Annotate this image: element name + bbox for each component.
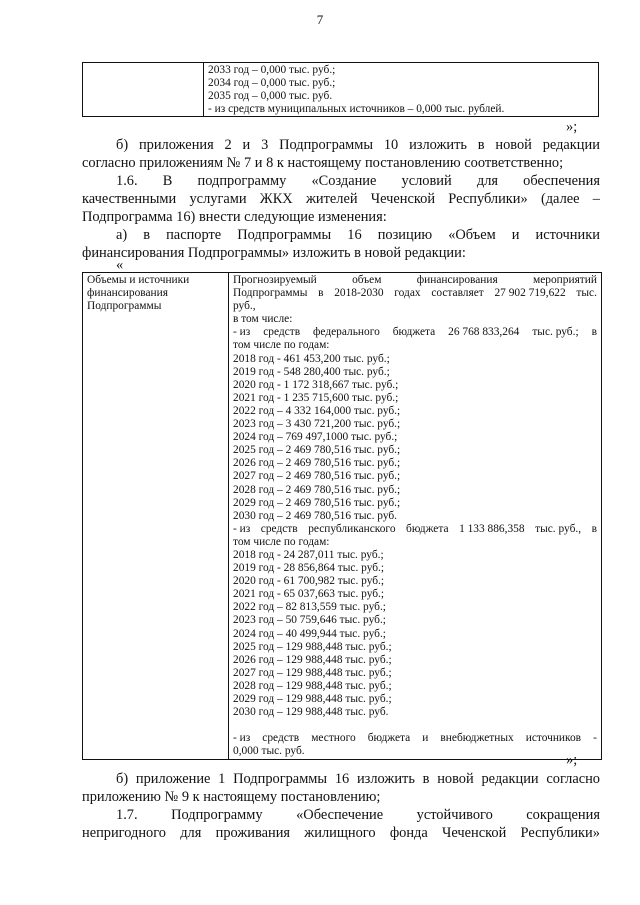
federal-year-line: 2024 год – 769 497,1000 тыс. руб.; bbox=[233, 431, 398, 444]
funding-line: в том числе: bbox=[233, 313, 293, 326]
closing-quote: »; bbox=[566, 752, 578, 768]
funding-line: том числе по годам: bbox=[233, 339, 330, 352]
funding-label-line: Подпрограммы bbox=[87, 300, 162, 313]
federal-year-line: 2019 год - 548 280,400 тыс. руб.; bbox=[233, 365, 390, 378]
paragraph-line: согласно приложениям № 7 и 8 к настоящему постановлению соответственно; bbox=[82, 155, 564, 171]
funding-line: Прогнозируемый объем финансирования мероприятий bbox=[233, 274, 597, 286]
paragraph-line: а) в паспорте Подпрограммы 16 позицию «Объем и источники bbox=[116, 227, 600, 243]
federal-year-line: 2027 год – 2 469 780,516 тыс. руб.; bbox=[233, 470, 401, 483]
top-table-line: 2035 год – 0,000 тыс. руб. bbox=[208, 90, 333, 103]
funding-line: том числе по годам: bbox=[233, 535, 330, 548]
federal-year-line: 2022 год – 4 332 164,000 тыс. руб.; bbox=[233, 404, 401, 417]
local-budget-line: - из средств местного бюджета и внебюджетных источников - bbox=[233, 732, 597, 745]
funding-line: Подпрограммы в 2018-2030 годах составляет 27 902 719,622 тыс. bbox=[233, 287, 597, 300]
paragraph-line: качественными услугами ЖКХ жителей Чеченской Республики» (далее – bbox=[82, 191, 600, 207]
page-number: 7 bbox=[316, 12, 324, 27]
top-table-left-cell bbox=[83, 63, 204, 117]
top-table-line: 2034 год – 0,000 тыс. руб.; bbox=[208, 77, 336, 90]
paragraph-line: финансирования Подпрограммы» изложить в новой редакции: bbox=[82, 245, 466, 261]
federal-year-line: 2025 год – 2 469 780,516 тыс. руб.; bbox=[233, 444, 401, 457]
paragraph-line: б) приложения 2 и 3 Подпрограммы 10 изложить в новой редакции bbox=[116, 137, 600, 153]
federal-year-line: 2020 год - 1 172 318,667 тыс. руб.; bbox=[233, 378, 399, 391]
federal-year-line: 2023 год – 3 430 721,200 тыс. руб.; bbox=[233, 418, 401, 431]
funding-label-line: Объемы и источники bbox=[87, 274, 190, 286]
republican-year-line: 2027 год – 129 988,448 тыс. руб.; bbox=[233, 666, 392, 679]
paragraph-line: Подпрограмма 16) внести следующие изменения: bbox=[82, 209, 387, 225]
federal-year-line: 2018 год - 461 453,200 тыс. руб.; bbox=[233, 352, 390, 365]
federal-year-line: 2028 год – 2 469 780,516 тыс. руб.; bbox=[233, 483, 401, 496]
republican-year-line: 2024 год – 40 499,944 тыс. руб.; bbox=[233, 627, 386, 640]
funding-line: руб., bbox=[233, 300, 256, 313]
top-table-line: 2033 год – 0,000 тыс. руб.; bbox=[208, 64, 336, 76]
republican-year-line: 2030 год – 129 988,448 тыс. руб. bbox=[233, 706, 389, 719]
republican-year-line: 2018 год - 24 287,011 тыс. руб.; bbox=[233, 548, 384, 561]
paragraph-1-7 bbox=[116, 806, 600, 824]
federal-year-line: 2029 год – 2 469 780,516 тыс. руб.; bbox=[233, 496, 401, 509]
top-table-right-cell bbox=[204, 63, 599, 117]
paragraph-line: б) приложение 1 Подпрограммы 16 изложить в новой редакции согласно bbox=[116, 771, 600, 787]
paragraph-b-apps-2-3 bbox=[116, 136, 600, 154]
paragraph-line: приложению № 9 к настоящему постановлению; bbox=[82, 789, 381, 805]
republican-year-line: 2022 год – 82 813,559 тыс. руб.; bbox=[233, 601, 386, 614]
paragraph-a bbox=[116, 226, 600, 244]
republican-budget-line: - из средств республиканского бюджета 1 133 886,358 тыс. руб., в bbox=[233, 522, 597, 535]
federal-year-line: 2021 год - 1 235 715,600 тыс. руб.; bbox=[233, 391, 399, 404]
paragraph-1-6-line2 bbox=[82, 190, 600, 208]
republican-year-line: 2029 год – 129 988,448 тыс. руб.; bbox=[233, 693, 392, 705]
top-funding-table bbox=[82, 62, 599, 117]
paragraph-1-7-line2 bbox=[82, 824, 600, 842]
republican-year-line: 2026 год – 129 988,448 тыс. руб.; bbox=[233, 653, 392, 666]
funding-label-line: финансирования bbox=[87, 287, 168, 300]
paragraph-line: 1.6. В подпрограмму «Создание условий для обеспечения bbox=[116, 173, 600, 189]
closing-quote: »; bbox=[566, 119, 578, 135]
republican-year-line: 2019 год - 28 856,864 тыс. руб.; bbox=[233, 562, 385, 575]
paragraph-1-6 bbox=[116, 172, 600, 190]
local-budget-line: 0,000 тыс. руб. bbox=[233, 745, 305, 758]
funding-sources-table bbox=[82, 272, 602, 760]
republican-year-line: 2028 год – 129 988,448 тыс. руб.; bbox=[233, 679, 392, 692]
funding-value-cell bbox=[229, 273, 602, 760]
republican-year-line: 2021 год - 65 037,663 тыс. руб.; bbox=[233, 588, 385, 601]
paragraph-line: непригодного для проживания жилищного фонда Чеченской Республики» bbox=[82, 825, 600, 841]
federal-year-line: 2026 год – 2 469 780,516 тыс. руб.; bbox=[233, 457, 401, 470]
paragraph-b-app-1 bbox=[116, 770, 600, 788]
top-table-line: - из средств муниципальных источников – 0,000 тыс. рублей. bbox=[208, 103, 505, 116]
paragraph-line: 1.7. Подпрограмму «Обеспечение устойчивого сокращения bbox=[116, 807, 600, 823]
republican-year-line: 2020 год - 61 700,982 тыс. руб.; bbox=[233, 575, 385, 588]
spacer bbox=[233, 719, 597, 732]
federal-year-line: 2030 год – 2 469 780,516 тыс. руб. bbox=[233, 509, 398, 522]
republican-year-line: 2025 год – 129 988,448 тыс. руб.; bbox=[233, 640, 392, 653]
republican-year-line: 2023 год – 50 759,646 тыс. руб.; bbox=[233, 614, 386, 627]
funding-label-cell bbox=[83, 273, 229, 760]
federal-budget-line: - из средств федерального бюджета 26 768 833,264 тыс. руб.; в bbox=[233, 326, 597, 339]
opening-quote: « bbox=[116, 257, 124, 273]
